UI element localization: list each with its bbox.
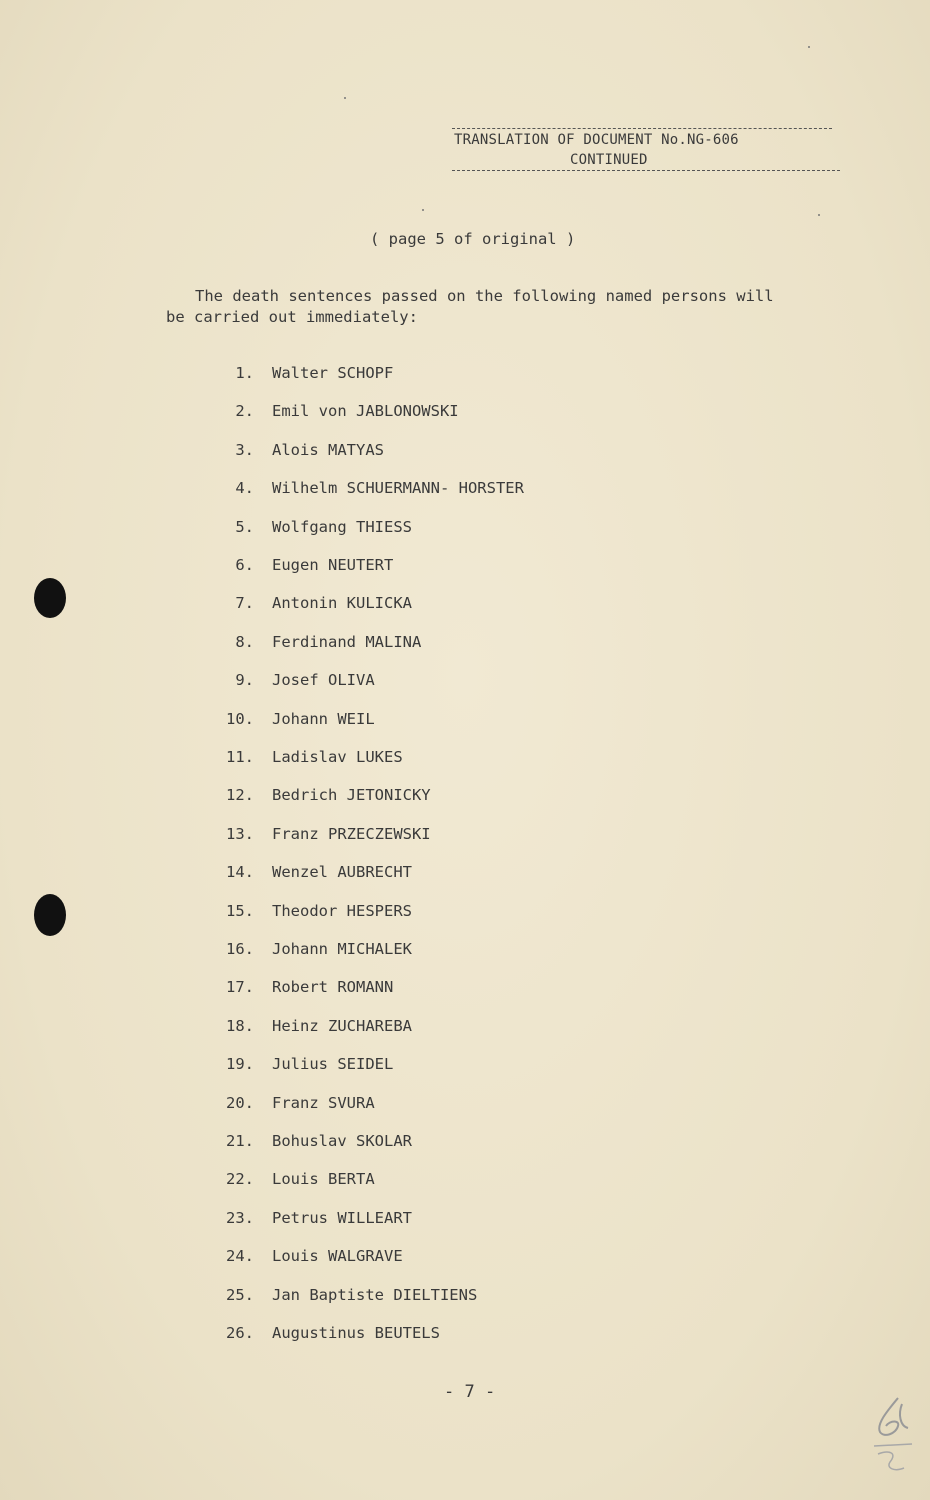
list-item — [0, 825, 930, 849]
list-item — [0, 518, 930, 542]
list-item-number: 14. — [226, 863, 254, 882]
punch-hole — [34, 578, 66, 618]
list-item-number: 2. — [235, 402, 254, 421]
list-item-number: 10. — [226, 709, 254, 728]
paper-speck — [808, 46, 810, 48]
intro-paragraph — [166, 286, 806, 328]
person-name: Eugen NEUTERT — [272, 556, 394, 574]
handwritten-mark-icon — [868, 1390, 918, 1480]
person-name: Johann WEIL — [272, 709, 375, 728]
list-item-number: 23. — [226, 1208, 254, 1227]
header-top-rule — [452, 128, 832, 129]
punch-hole — [34, 894, 66, 936]
person-name: Bohuslav SKOLAR — [272, 1132, 412, 1150]
person-name: Alois MATYAS — [272, 440, 384, 459]
list-item-number: 12. — [226, 786, 254, 805]
list-item — [0, 633, 930, 657]
person-name: Heinz ZUCHAREBA — [272, 1016, 412, 1035]
list-item-number: 5. — [235, 517, 254, 536]
person-name: Julius SEIDEL — [272, 1055, 394, 1074]
list-item — [0, 1055, 930, 1079]
list-item — [0, 1094, 930, 1118]
list-item — [0, 902, 930, 926]
list-item-number: 21. — [226, 1132, 254, 1150]
list-item — [0, 1324, 930, 1348]
list-item — [0, 402, 930, 426]
person-name: Franz PRZECZEWSKI — [272, 824, 431, 843]
person-name: Johann MICHALEK — [272, 940, 412, 958]
list-item-number: 26. — [226, 1324, 254, 1342]
list-item — [0, 1170, 930, 1194]
list-item — [0, 748, 930, 772]
list-item-number: 4. — [235, 479, 254, 498]
list-item — [0, 556, 930, 580]
person-name: Walter SCHOPF — [272, 364, 394, 382]
list-item-number: 24. — [226, 1247, 254, 1266]
list-item-number: 19. — [226, 1055, 254, 1074]
list-item-number: 9. — [235, 671, 254, 690]
person-name: Robert ROMANN — [272, 978, 394, 997]
list-item — [0, 1017, 930, 1041]
list-item — [0, 978, 930, 1002]
person-name: Emil von JABLONOWSKI — [272, 402, 459, 421]
list-item — [0, 1286, 930, 1310]
person-name: Josef OLIVA — [272, 671, 375, 690]
list-item-number: 15. — [226, 901, 254, 920]
person-name: Ladislav LUKES — [272, 748, 403, 766]
list-item-number: 17. — [226, 978, 254, 997]
list-item — [0, 1247, 930, 1271]
person-name: Wenzel AUBRECHT — [272, 863, 412, 882]
page-number: - 7 - — [444, 1382, 496, 1402]
person-name: Louis WALGRAVE — [272, 1247, 403, 1266]
person-name: Ferdinand MALINA — [272, 632, 422, 651]
list-item — [0, 364, 930, 388]
list-item — [0, 594, 930, 618]
paper-speck — [818, 214, 820, 216]
list-item — [0, 710, 930, 734]
list-item-number: 18. — [226, 1016, 254, 1035]
paper-speck — [344, 97, 346, 99]
list-item-number: 3. — [235, 440, 254, 459]
intro-line-2: be carried out immediately: — [166, 308, 418, 326]
list-item — [0, 441, 930, 465]
list-item-number: 8. — [235, 632, 254, 651]
person-name: Franz SVURA — [272, 1093, 375, 1112]
header-subtitle: CONTINUED — [570, 152, 648, 168]
list-item-number: 7. — [235, 594, 254, 613]
list-item — [0, 940, 930, 964]
person-name: Augustinus BEUTELS — [272, 1324, 440, 1342]
header-title: TRANSLATION OF DOCUMENT No.NG-606 — [454, 132, 739, 148]
person-name: Theodor HESPERS — [272, 901, 412, 920]
intro-line-1: The death sentences passed on the following named persons will — [195, 287, 774, 305]
list-item — [0, 479, 930, 503]
list-item-number: 16. — [226, 940, 254, 958]
list-item — [0, 1132, 930, 1156]
person-name: Jan Baptiste DIELTIENS — [272, 1285, 478, 1304]
list-item — [0, 671, 930, 695]
list-item-number: 25. — [226, 1285, 254, 1304]
person-name: Wolfgang THIESS — [272, 517, 412, 536]
list-item-number: 13. — [226, 824, 254, 843]
person-name: Louis BERTA — [272, 1170, 375, 1189]
header-bottom-rule — [452, 170, 840, 171]
list-item-number: 11. — [226, 748, 254, 766]
list-item — [0, 786, 930, 810]
list-item-number: 1. — [235, 364, 254, 382]
person-name: Wilhelm SCHUERMANN- HORSTER — [272, 479, 524, 498]
person-name: Petrus WILLEART — [272, 1208, 412, 1227]
list-item-number: 6. — [235, 556, 254, 574]
list-item — [0, 1209, 930, 1233]
list-item — [0, 863, 930, 887]
list-item-number: 20. — [226, 1093, 254, 1112]
page-reference: ( page 5 of original ) — [370, 230, 576, 248]
person-name: Bedrich JETONICKY — [272, 786, 431, 805]
list-item-number: 22. — [226, 1170, 254, 1189]
paper-speck — [422, 209, 424, 211]
person-name: Antonin KULICKA — [272, 594, 412, 613]
